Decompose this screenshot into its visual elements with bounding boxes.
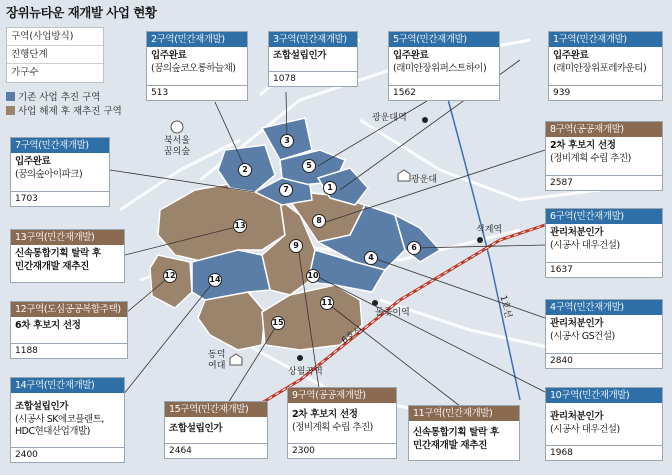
card-zone-2 — [146, 31, 248, 101]
card-zone-8 — [545, 121, 663, 191]
marker-zone-12: 12 — [163, 269, 177, 283]
card-header: 15구역(민간재개발) — [165, 402, 267, 417]
card-status: 입주완료 — [151, 50, 187, 61]
school-icon — [230, 354, 242, 365]
card-sub: (시공사 GS건설) — [550, 331, 615, 342]
card-status: 입주완료 — [553, 50, 589, 61]
card-status: 조합설립인가 — [15, 401, 69, 412]
label-gwangun-station: 광운대역 — [372, 113, 407, 123]
card-zone-7 — [10, 137, 110, 207]
station-gwangun — [422, 117, 428, 123]
card-status: 관리처분인가 — [550, 227, 604, 238]
card-header: 1구역(민간재개발) — [549, 32, 662, 47]
card-status: 6차 후보지 선정 — [15, 320, 81, 331]
card-count: 2400 — [11, 447, 124, 462]
card-count: 939 — [549, 85, 662, 100]
card-count: 1562 — [389, 85, 499, 100]
card-status: 관리처분인가 — [550, 411, 604, 422]
card-zone-6 — [545, 208, 663, 278]
card-header: 8구역(공공재개발) — [546, 122, 662, 137]
card-zone-11 — [408, 405, 520, 461]
card-zone-13 — [10, 229, 125, 283]
station-seokgye — [477, 237, 483, 243]
card-count: 1968 — [546, 445, 662, 460]
marker-zone-11: 11 — [320, 296, 334, 310]
marker-zone-6: 6 — [407, 241, 421, 255]
card-status: 2차 후보지 선정 — [292, 409, 358, 420]
label-dongduk: 동덕 여대 — [208, 350, 226, 371]
label-gwangun-univ: 광운대 — [411, 175, 438, 185]
card-header: 3구역(민간재개발) — [269, 32, 357, 47]
legend-row-households: 가구수 — [11, 67, 39, 78]
card-zone-14 — [10, 377, 125, 463]
card-count: 1637 — [546, 262, 662, 277]
label-dolgoji: 돌곶이역 — [375, 308, 410, 318]
card-zone-5 — [388, 31, 500, 101]
card-status: 입주완료 — [393, 50, 429, 61]
marker-zone-5: 5 — [302, 159, 316, 173]
card-count: 2587 — [546, 175, 662, 190]
university-icon — [398, 170, 410, 181]
card-count: 2464 — [165, 443, 267, 458]
card-header: 6구역(민간재개발) — [546, 209, 662, 224]
label-sangwolgok: 상월곡역 — [288, 367, 323, 377]
card-sub: (래미안장위퍼스트하이) — [393, 63, 487, 74]
card-header: 5구역(민간재개발) — [389, 32, 499, 47]
card-sub: (정비계획 수립 추진) — [292, 422, 373, 433]
zone-15-area — [198, 292, 265, 350]
card-status: 2차 후보지 선정 — [550, 140, 616, 151]
label-park: 북서울 꿈의숲 — [163, 136, 191, 157]
marker-zone-4: 4 — [364, 251, 378, 265]
label-seokgye: 석계역 — [476, 225, 503, 235]
marker-zone-13: 13 — [233, 219, 247, 233]
card-count: 1078 — [269, 71, 357, 86]
marker-zone-3: 3 — [280, 134, 294, 148]
card-header: 12구역(도심공공복합주택) — [11, 302, 127, 317]
legend-blue-swatch — [6, 92, 15, 101]
legend-brown-swatch — [6, 106, 15, 115]
card-status: 입주완료 — [15, 156, 51, 167]
legend-box — [6, 27, 104, 83]
marker-zone-1: 1 — [323, 181, 337, 195]
card-header: 13구역(민간재개발) — [11, 230, 124, 245]
card-header: 4구역(민간재개발) — [546, 300, 662, 315]
card-header: 7구역(민간재개발) — [11, 138, 109, 153]
page-title: 장위뉴타운 재개발 사업 현황 — [6, 5, 157, 20]
card-header: 10구역(민간재개발) — [546, 388, 662, 403]
card-header: 9구역(공공재개발) — [288, 388, 396, 403]
card-count: 2840 — [546, 353, 662, 368]
card-sub: (시공사 SK에코플랜트, — [15, 414, 104, 425]
marker-zone-15: 15 — [271, 316, 285, 330]
card-header: 2구역(민간재개발) — [147, 32, 247, 47]
card-sub: (시공사 대우건설) — [550, 424, 620, 435]
legend-blue-label: 기존 사업 추진 구역 — [18, 92, 101, 103]
legend-row-zone: 구역(사업방식) — [7, 28, 103, 46]
card-status: 신속통합기획 탈락 후 — [15, 248, 101, 259]
marker-zone-2: 2 — [238, 163, 252, 177]
card-count: 2300 — [288, 443, 396, 458]
card-sub: (래미안장위포레카운티) — [553, 63, 647, 74]
card-sub-2: HDC현대산업개발) — [15, 426, 90, 437]
card-status: 관리처분인가 — [550, 318, 604, 329]
card-sub: 민간재개발 재추진 — [15, 261, 90, 272]
card-zone-12 — [10, 301, 128, 359]
card-zone-1 — [548, 31, 663, 101]
card-zone-4 — [545, 299, 663, 369]
marker-zone-8: 8 — [312, 214, 326, 228]
card-status: 조합설립인가 — [273, 50, 327, 61]
card-zone-10 — [545, 387, 663, 461]
card-zone-15 — [164, 401, 268, 459]
legend-row-stage: 진행단계 — [7, 46, 103, 64]
label-line-6: 6호선 — [340, 325, 365, 347]
marker-zone-14: 14 — [208, 273, 222, 287]
marker-zone-7: 7 — [279, 183, 293, 197]
park-icon — [171, 121, 183, 133]
marker-zone-10: 10 — [306, 269, 320, 283]
card-zone-3 — [268, 31, 358, 87]
card-sub: (꿈의숲코오롱하늘채) — [151, 63, 236, 74]
card-sub: (정비계획 수립 추진) — [550, 153, 631, 164]
line-1-rail — [440, 70, 520, 400]
card-count: 1703 — [11, 191, 109, 206]
card-count: 1188 — [11, 343, 127, 358]
legend-blue — [6, 89, 100, 103]
card-sub: (시공사 대우건설) — [550, 240, 620, 251]
zone-6-area — [395, 215, 440, 262]
card-header: 11구역(민간재개발) — [409, 406, 519, 421]
card-status: 조합설립인가 — [169, 423, 223, 434]
card-count: 513 — [147, 85, 247, 100]
card-sub: 민간재개발 재추진 — [413, 440, 488, 451]
card-status: 신속통합기획 탈락 후 — [413, 427, 499, 438]
legend-brown-label: 사업 해제 후 재추진 구역 — [18, 106, 122, 117]
station-sangwolgok — [297, 355, 303, 361]
card-header: 14구역(민간재개발) — [11, 378, 124, 393]
card-zone-9 — [287, 387, 397, 459]
legend-brown — [6, 103, 122, 117]
marker-zone-9: 9 — [289, 239, 303, 253]
label-line-1: 1호선 — [497, 294, 513, 320]
card-sub: (꿈의숲아이파크) — [15, 169, 83, 180]
